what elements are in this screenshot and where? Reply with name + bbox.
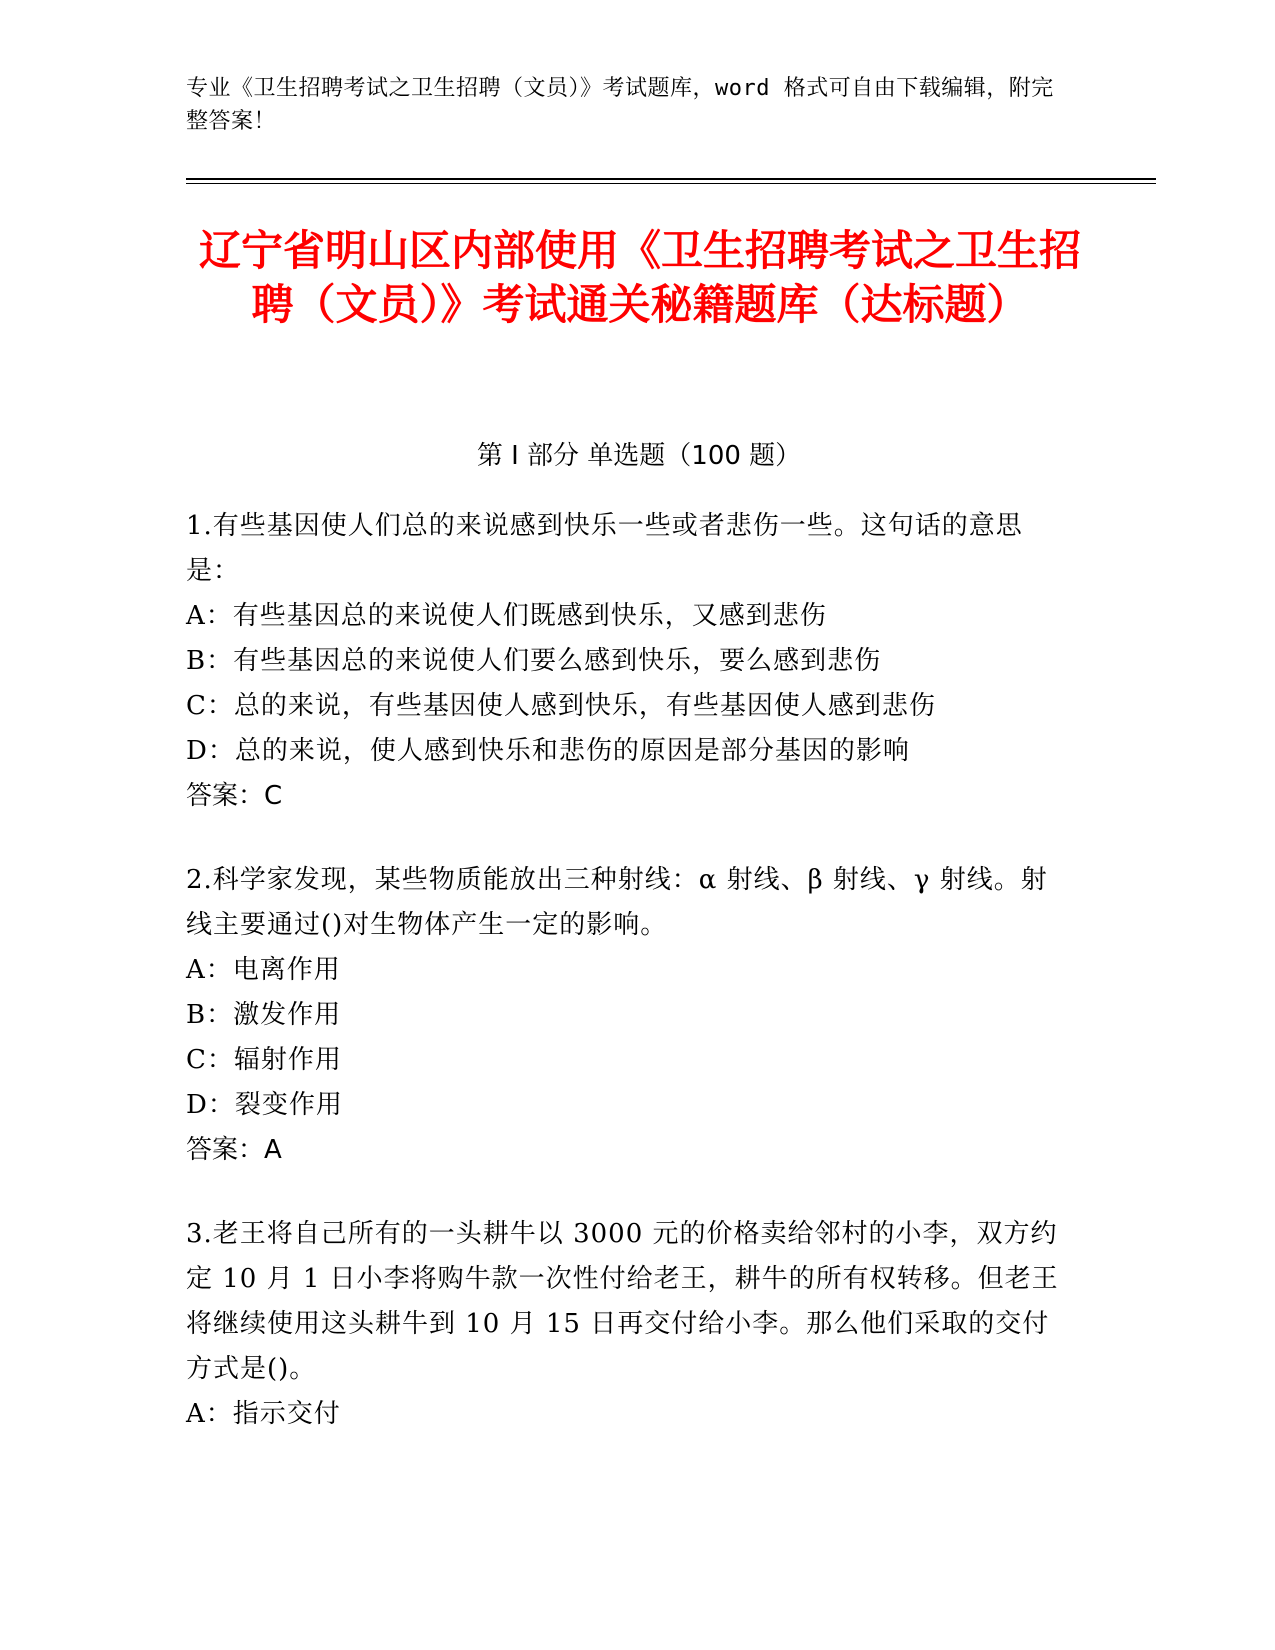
section-title: 第 I 部分 单选题（100 题） [476, 441, 802, 471]
answer: 答案：C [186, 781, 283, 811]
option-a: A：有些基因总的来说使人们既感到快乐，又感到悲伤 [186, 601, 827, 631]
option-c: C：总的来说，有些基因使人感到快乐，有些基因使人感到悲伤 [186, 691, 936, 721]
option-b: B：激发作用 [186, 1000, 342, 1030]
option-d: D：总的来说，使人感到快乐和悲伤的原因是部分基因的影响 [186, 736, 910, 766]
answer: 答案：A [186, 1135, 282, 1165]
option-b: B：有些基因总的来说使人们要么感到快乐，要么感到悲伤 [186, 646, 882, 676]
question-1 [186, 504, 1066, 819]
document-title: 辽宁省明山区内部使用《卫生招聘考试之卫生招聘（文员）》考试通关秘籍题库（达标题） [198, 226, 1081, 329]
question-text: 2.科学家发现，某些物质能放出三种射线：α 射线、β 射线、γ 射线。射线主要通过()对生物体产生一定的影响。 [186, 865, 1048, 940]
option-c: C：辐射作用 [186, 1045, 342, 1075]
option-a: A：指示交付 [186, 1399, 341, 1429]
question-text: 3.老王将自己所有的一头耕牛以 3000 元的价格卖给邻村的小李，双方约定 10 月 1 日小李将购牛款一次性付给老王，耕牛的所有权转移。但老王将继续使用这头耕牛到 10 月 15 日再交付给小李。那么他们采取的交付方式是()。 [186, 1219, 1059, 1384]
question-2 [186, 858, 1066, 1173]
question-text: 1.有些基因使人们总的来说感到快乐一些或者悲伤一些。这句话的意思是： [186, 511, 1023, 586]
header-note: 专业《卫生招聘考试之卫生招聘（文员）》考试题库，word 格式可自由下载编辑，附完整答案！ [186, 76, 1054, 134]
option-a: A：电离作用 [186, 955, 341, 985]
question-3 [186, 1212, 1066, 1437]
option-d: D：裂变作用 [186, 1090, 343, 1120]
header-divider [186, 178, 1156, 184]
